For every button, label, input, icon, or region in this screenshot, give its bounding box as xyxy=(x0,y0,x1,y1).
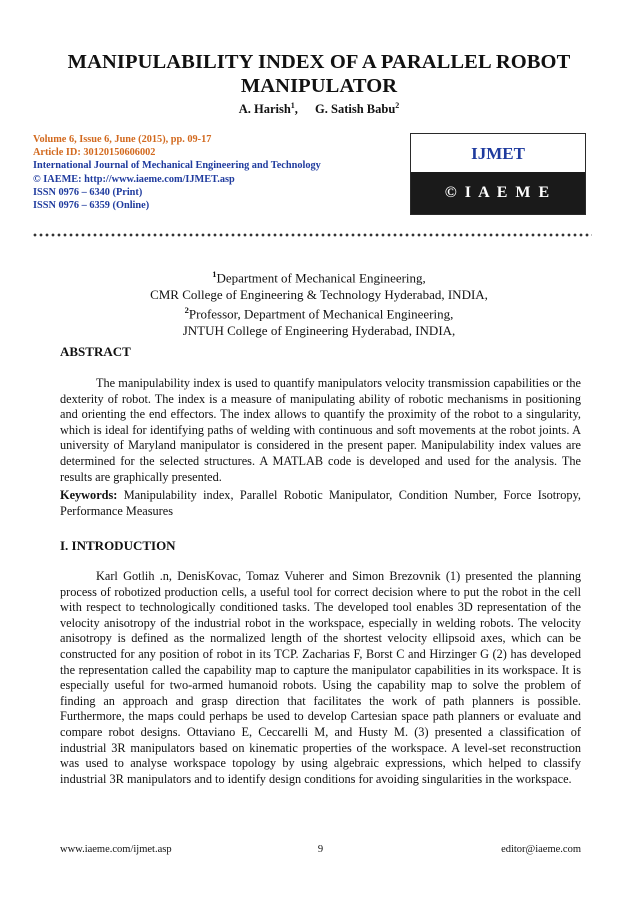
introduction-text: Karl Gotlih .n, DenisKovac, Tomaz Vuherer and Simon Brezovnik (1) presented the planning process of robotized production cells, a useful tool for correct decision where to put the robot in the cell with respect to technologically conditioned tasks. The developed tool enables 3D representation of the velocity anisotropy of the industrial robot in the workspace, especially in welding robots. The velocity anisotropy is defined as the normalized length of the shortest velocity ellipsoid axes, which can be constructed for any position of robot in its TCP. Zacharias F, Borst C and Hirzinger G (2) has developed the representation called the capability map to capture the manipulator capabilities in its workspace. It is especially useful for two-armed humanoid robots. Using the capability map to solve the problem of finding an approach and grasp direction that facilitates the work of path planners is possible. Furthermore, the maps could perhaps be used to develop Cartesian space path planners or evaluate and compare robot designs. Ottaviano E, Ceccarelli M, and Husty M. (3) presented a classification of industrial 3R manipulators based on kinematic properties of the workspace. A level-set reconstruction was used to analyse workspace topology by using algebraic expressions, which helped to classify industrial 3R manipulators and to identify design conditions for avoiding singularities in the workspace. xyxy=(60,569,581,786)
footer-email[interactable]: editor@iaeme.com xyxy=(501,844,581,855)
journal-metadata xyxy=(33,133,321,212)
affiliation-line: CMR College of Engineering & Technology Hyderabad, INDIA, xyxy=(150,287,488,303)
author-affiliation-marker: 1 xyxy=(290,101,295,110)
keywords xyxy=(60,488,581,519)
author-line: A. Harish$^1$, G. Satish Babu$^2$ xyxy=(238,101,400,117)
badge-journal-abbrev: IJMET xyxy=(411,134,585,172)
journal-logo-badge xyxy=(410,133,586,215)
keywords-label: Keywords: xyxy=(60,488,118,502)
affiliation-1 xyxy=(0,266,638,303)
abstract-heading: ABSTRACT xyxy=(60,344,131,359)
affiliation-line: Department of Mechanical Engineering, xyxy=(216,270,426,286)
paper-title: MANIPULABILITY INDEX OF A PARALLEL ROBOT MANIPULATOR xyxy=(67,51,571,97)
footer-url[interactable]: www.iaeme.com/ijmet.asp xyxy=(60,844,172,855)
abstract-text: The manipulability index is used to quantify manipulators velocity transmission capabilities or the dexterity of robot. The index is a measure of manipulating ability of robotic mechanisms in positioning and orienting the end effectors. The index allows to quantify the proximity of the robot to a singularity, which is ideal for identifying paths of welding with continuous and soft movements at the robot joints. A university of Maryland manipulator is considered in the present paper. Manipulability index values are determined for the selected structures. A MATLAB code is developed and used for the analysis. The results are graphically presented. xyxy=(60,376,581,484)
affiliation-line: JNTUH College of Engineering Hyderabad, INDIA, xyxy=(182,323,456,339)
issn-online: ISSN 0976 – 6359 (Online) xyxy=(33,200,150,212)
volume-info: Volume 6, Issue 6, June (2015), pp. 09-17 xyxy=(33,134,212,145)
issn-print: ISSN 0976 – 6340 (Print) xyxy=(33,186,143,198)
author-name: A. Harish xyxy=(238,102,291,117)
affiliation-marker: 2 xyxy=(184,305,189,315)
affiliation-2 xyxy=(0,302,638,339)
author-affiliation-marker: 2 xyxy=(395,101,400,110)
introduction-heading: I. INTRODUCTION xyxy=(60,538,176,553)
keywords-text: Manipulability index, Parallel Robotic Manipulator, Condition Number, Force Isotropy, Performance Measures xyxy=(60,488,581,518)
author-name: G. Satish Babu xyxy=(315,102,396,117)
journal-url[interactable]: © IAEME: http://www.iaeme.com/IJMET.asp xyxy=(33,173,235,185)
affiliation-line: Professor, Department of Mechanical Engineering, xyxy=(188,306,454,322)
article-id: Article ID: 30120150606002 xyxy=(33,147,156,159)
badge-publisher: © I A E M E xyxy=(411,172,585,214)
dotted-divider xyxy=(32,232,592,238)
affiliation-marker: 1 xyxy=(212,269,217,279)
journal-name: International Journal of Mechanical Engineering and Technology xyxy=(33,160,321,172)
page-number: 9 xyxy=(317,844,324,855)
